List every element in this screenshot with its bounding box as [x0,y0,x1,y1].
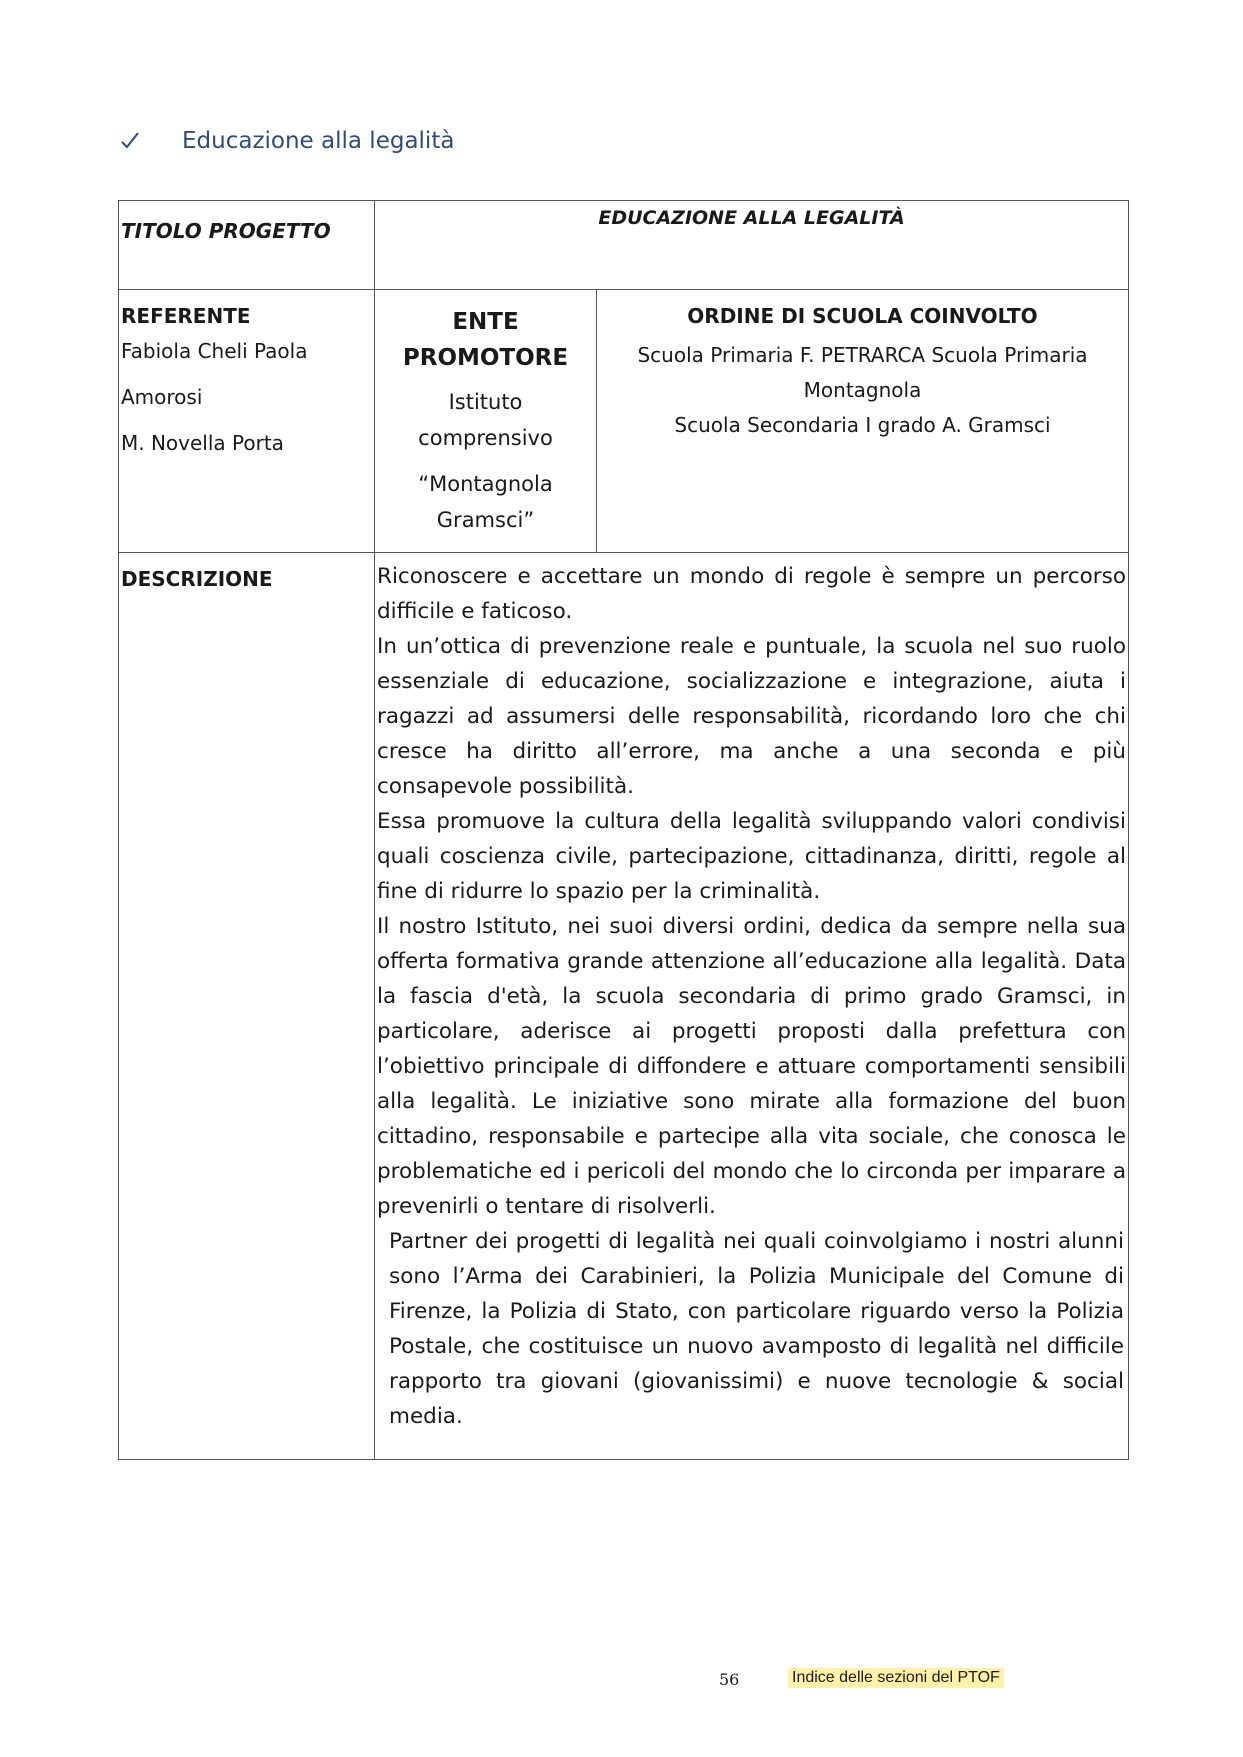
school-line: Scuola Primaria F. PETRARCA Scuola Primaria [637,343,1088,367]
project-table [118,200,1129,1460]
referente-cell [119,290,375,553]
page-number: 56 [719,1670,740,1689]
ordine-schools [597,338,1128,443]
description-paragraph: Essa promuove la cultura della legalità sviluppando valori condivisi quali coscienza civile, partecipazione, cittadinanza, diritti, regole al fine di ridurre lo spazio per la criminalità. [377,809,1126,904]
ente-ordine-cell [375,290,1129,553]
ente-name-line: Gramsci” [436,508,535,532]
descrizione-label-cell [119,553,375,1460]
ente-label-line: PROMOTORE [402,345,569,371]
ordine-label: ORDINE DI SCUOLA COINVOLTO [687,304,1038,328]
ente-label [375,290,596,376]
section-heading [120,128,454,154]
ente-name-quoted [375,466,596,538]
title-row [119,201,1129,290]
ente-cell [375,290,597,552]
referente-name: Amorosi [121,385,203,409]
ente-name [375,384,596,456]
project-title: EDUCAZIONE ALLA LEGALITÀ [375,201,1129,290]
referente-label: REFERENTE [121,304,251,328]
referente-name: Fabiola Cheli Paola [121,339,308,363]
ente-label-line: ENTE [452,309,519,335]
section-title: Educazione alla legalità [182,128,455,154]
description-row [119,553,1129,1460]
descrizione-label: DESCRIZIONE [121,567,273,591]
checkmark-icon [120,131,140,151]
ente-name-line: comprensivo [418,426,553,450]
descrizione-body [375,553,1128,1224]
description-paragraph: Il nostro Istituto, nei suoi diversi ordini, dedica da sempre nella sua offerta formativa grande attenzione all’educazione alla legalità. Data la fascia d'età, la scuola secondaria di primo grado Gramsci, in particolare, aderisce ai progetti proposti dalla prefettura con l’obiettivo principale di diffondere e attuare comportamenti sensibili alla legalità. Le iniziative sono mirate alla formazione del buon cittadino, responsabile e partecipe alla vita sociale, che conosca le problematiche ed i pericoli del mondo che lo circonda per imparare a prevenirli o tentare di risolverli. [377,914,1126,1219]
descrizione-cell [375,553,1129,1460]
referente-name: M. Novella Porta [121,431,284,455]
ente-name-line: “Montagnola [418,472,553,496]
school-line: Scuola Secondaria I grado A. Gramsci [674,413,1051,437]
ente-name-line: Istituto [448,390,523,414]
ordine-cell [597,290,1129,552]
description-paragraph-partners: Partner dei progetti di legalità nei quali coinvolgiamo i nostri alunni sono l’Arma dei Carabinieri, la Polizia Municipale del Comune di Firenze, la Polizia di Stato, con particolare riguardo verso la Polizia Postale, che costituisce un nuovo avamposto di legalità nel difficile rapporto tra giovani (giovanissimi) e nuove tecnologie & social media. [389,1229,1124,1429]
index-link[interactable]: Indice delle sezioni del PTOF [788,1668,1004,1688]
info-row [119,290,1129,553]
description-paragraph: Riconoscere e accettare un mondo di regole è sempre un percorso difficile e faticoso. [377,564,1126,624]
ente-ordine-table [375,290,1128,552]
description-paragraph: In un’ottica di prevenzione reale e puntuale, la scuola nel suo ruolo essenziale di educazione, socializzazione e integrazione, aiuta i ragazzi ad assumersi delle responsabilità, ricordando loro che chi cresce ha diritto all’errore, ma anche a una seconda e più consapevole possibilità. [377,634,1126,799]
page-footer [0,1670,1243,1700]
school-line: Montagnola [803,378,922,402]
title-label: TITOLO PROGETTO [119,201,375,290]
